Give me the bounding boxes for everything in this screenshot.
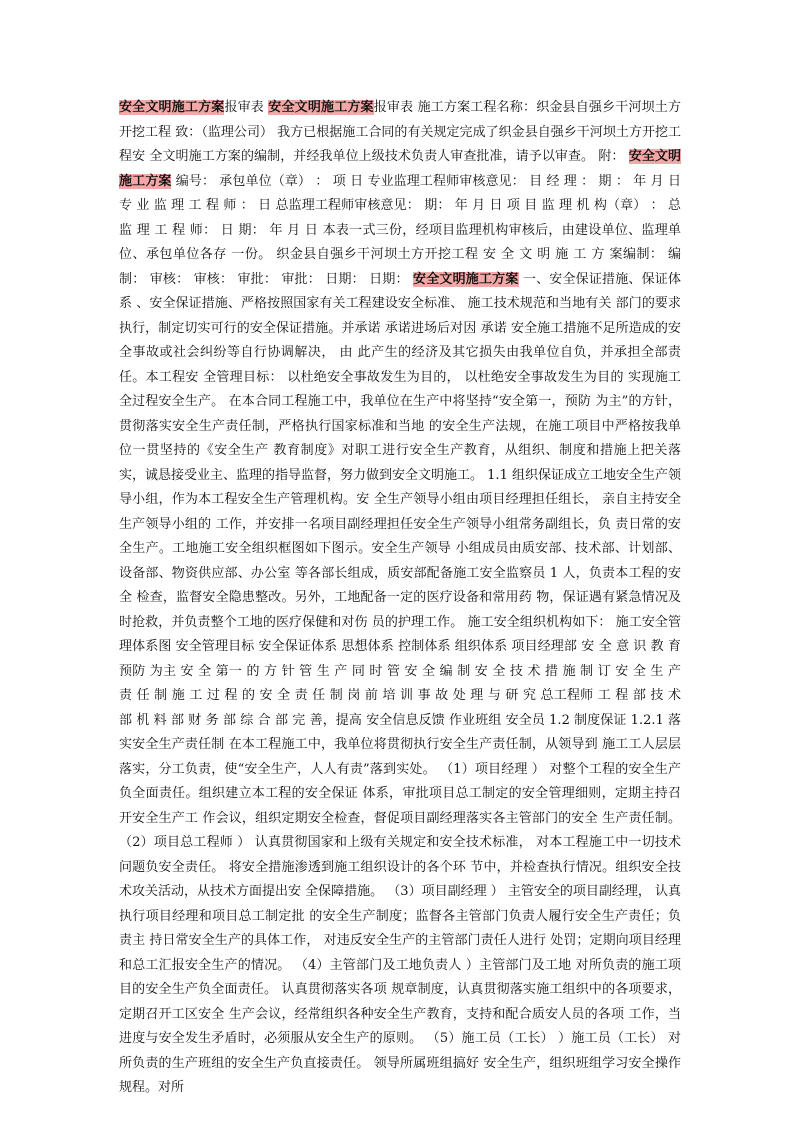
highlighted-phrase: 安全文明施工方案 — [268, 100, 374, 115]
body-text: 报审表 — [224, 100, 269, 115]
highlighted-phrase: 安全文明施工方案 — [119, 100, 225, 115]
body-text: 一、安全保证措施、保证体系 、安全保证措施、严格按照国家有关工程建设安全标准、 施工技术规范和当地有关 部门的要求执行，制定切实可行的安全保证措施。并承诺 承诺进场后对因 承诺 安全施工措施不足所造成的安全事故或社会纠纷等自行协调解决， 由 此产生的经济及其它损失由我单位自负，并承担全部责任。本工程安 全管理目标： 以杜绝安全事故发生为目的， 以杜绝安全事故发生为目的 实现施工全过程安全生产。 在本合同工程施工中，我单位在生产中将坚持“安全第一，预防 为主”的方针，贯彻落实安全生产责任制，严格执行国家标准和当地 的安全生产法规，在施工项目中严格按我单位一贯坚持的《安全生产 教育制度》对职工进行安全生产教育，从组织、制度和措施上把关落 实，诚恳接受业主、监理的指导监督，努力做到安全文明施工。 1.1 组织保证成立工地安全生产领导小组，作为本工程安全生产管理机构。安 全生产领导小组由项目经理担任组长， 亲自主持安全生产领导小组的 工作，并安排一名项目副经理担任安全生产领导小组常务副组长，负 责日常的安全生产。工地施工安全组织框图如下图示。安全生产领导 小组成员由质安部、技术部、计划部、设备部、物资供应部、办公室 等各部长组成，质安部配备施工安全监察员 1 人，负责本工程的安全 检查，监督安全隐患整改。另外，工地配备一定的医疗设备和常用药 物，保证遇有紧急情况及时抢救，并负责整个工地的医疗保健和对伤 员的护理工作。 施工安全组织机构如下： 施工安全管理体系图 安全管理目标 安全保证体系 思想体系 控制体系 组织体系 项目经理部 安 全 意 识 教 育 预防 为主 安 全 第一 的 方 针 管 生 产 同 时 管 安 全 编 制 安 全 技 术 措 施 制 订 安 全 生 产 责 任 制 施 工 过 程 的 安 全 责 任 制 岗 前 培 训 事 故 处 理 与 研 究 总工程师 工 程 部 技 术 部 机 料 部 财 务 部 综 合 部 完 善，提高 安全信息反馈 作业班组 安全员 1.2 制度保证 1.2.1 落实安全生产责任制 在本工程施工中，我单位将贯彻执行安全生产责任制，从领导到 施工工人层层落实，分工负责，使“安全生产，人人有责”落到实处。 （1）项目经理 ） 对整个工程的安全生产负全面责任。组织建立本工程的安全保证 体系，审批项目总工制定的安全管理细则，定期主持召开安全生产工 作会议，组织定期安全检查，督促项目副经理落实各主管部门的安全 生产责任制。 （2）项目总工程师 ） 认真贯彻国家和上级有关规定和安全技术标准， 对本工程施工中一切技术问题负安全责任。 将安全措施渗透到施工组织设计的各个环 节中，并检查执行情况。组织安全技术攻关活动，从技术方面提出安 全保障措施。 （3）项目副经理 ） 主管安全的项目副经理， 认真执行项目经理和项目总工制定批 的安全生产制度；监督各主管部门负责人履行安全生产责任；负责主 持日常安全生产的具体工作， 对违反安全生产的主管部门责任人进行 处罚；定期向项目经理和总工汇报安全生产的情况。 （4）主管部门及工地负责人 ）主管部门及工地 对所负责的施工项目的安全生产负全面责任。 认真贯彻落实各项 规章制度，认真贯彻落实施工组织中的各项要求，定期召开工区安全 生产会议，经常组织各种安全生产教育，支持和配合质安人员的各项 工作，当进度与安全发生矛盾时，必须服从安全生产的原则。 （5）施工员（工长） ）施工员（工长） 对所负责的生产班组的安全生产负直接责任。 领导所属班组搞好 安全生产，组织班组学习安全操作规程。对所 — [119, 271, 681, 1095]
document-body — [119, 96, 681, 1101]
highlighted-phrase: 安全文明施工方案 — [119, 149, 681, 189]
body-text: 编号： 承包单位（章） ： 项 日 专业监理工程师审核意见： 目 经 理 ： 期 ： 年 月 日 专 业 监 理 工 程 师 ： 日 总监理工程师审核意见： 期： 年 月 日 项 目 监 理 机 构（章） ： 总 监 理 工 程 师： 日 期： 年 月 日 本表一式三份，经项目监理机构审核后，由建设单位、监理单位、承包单位各存 一份。 织金县自强乡干河坝土方开挖工程 安 全 文 明 施 工 方 案编制： 编制： 审核： 审核： 审批： 审批： 日期： 日期： — [119, 173, 681, 287]
body-text: 报审表 施工方案工程名称：织金县自强乡干河坝土方开挖工程 致：（监理公司） 我方已根据施工合同的有关规定完成了织金县自强乡干河坝土方开挖工程安 全文明施工方案的编制，并经我单位上级技术负责人审查批准，请予以审查。 附： — [119, 100, 681, 164]
highlighted-phrase: 安全文明施工方案 — [413, 271, 519, 287]
